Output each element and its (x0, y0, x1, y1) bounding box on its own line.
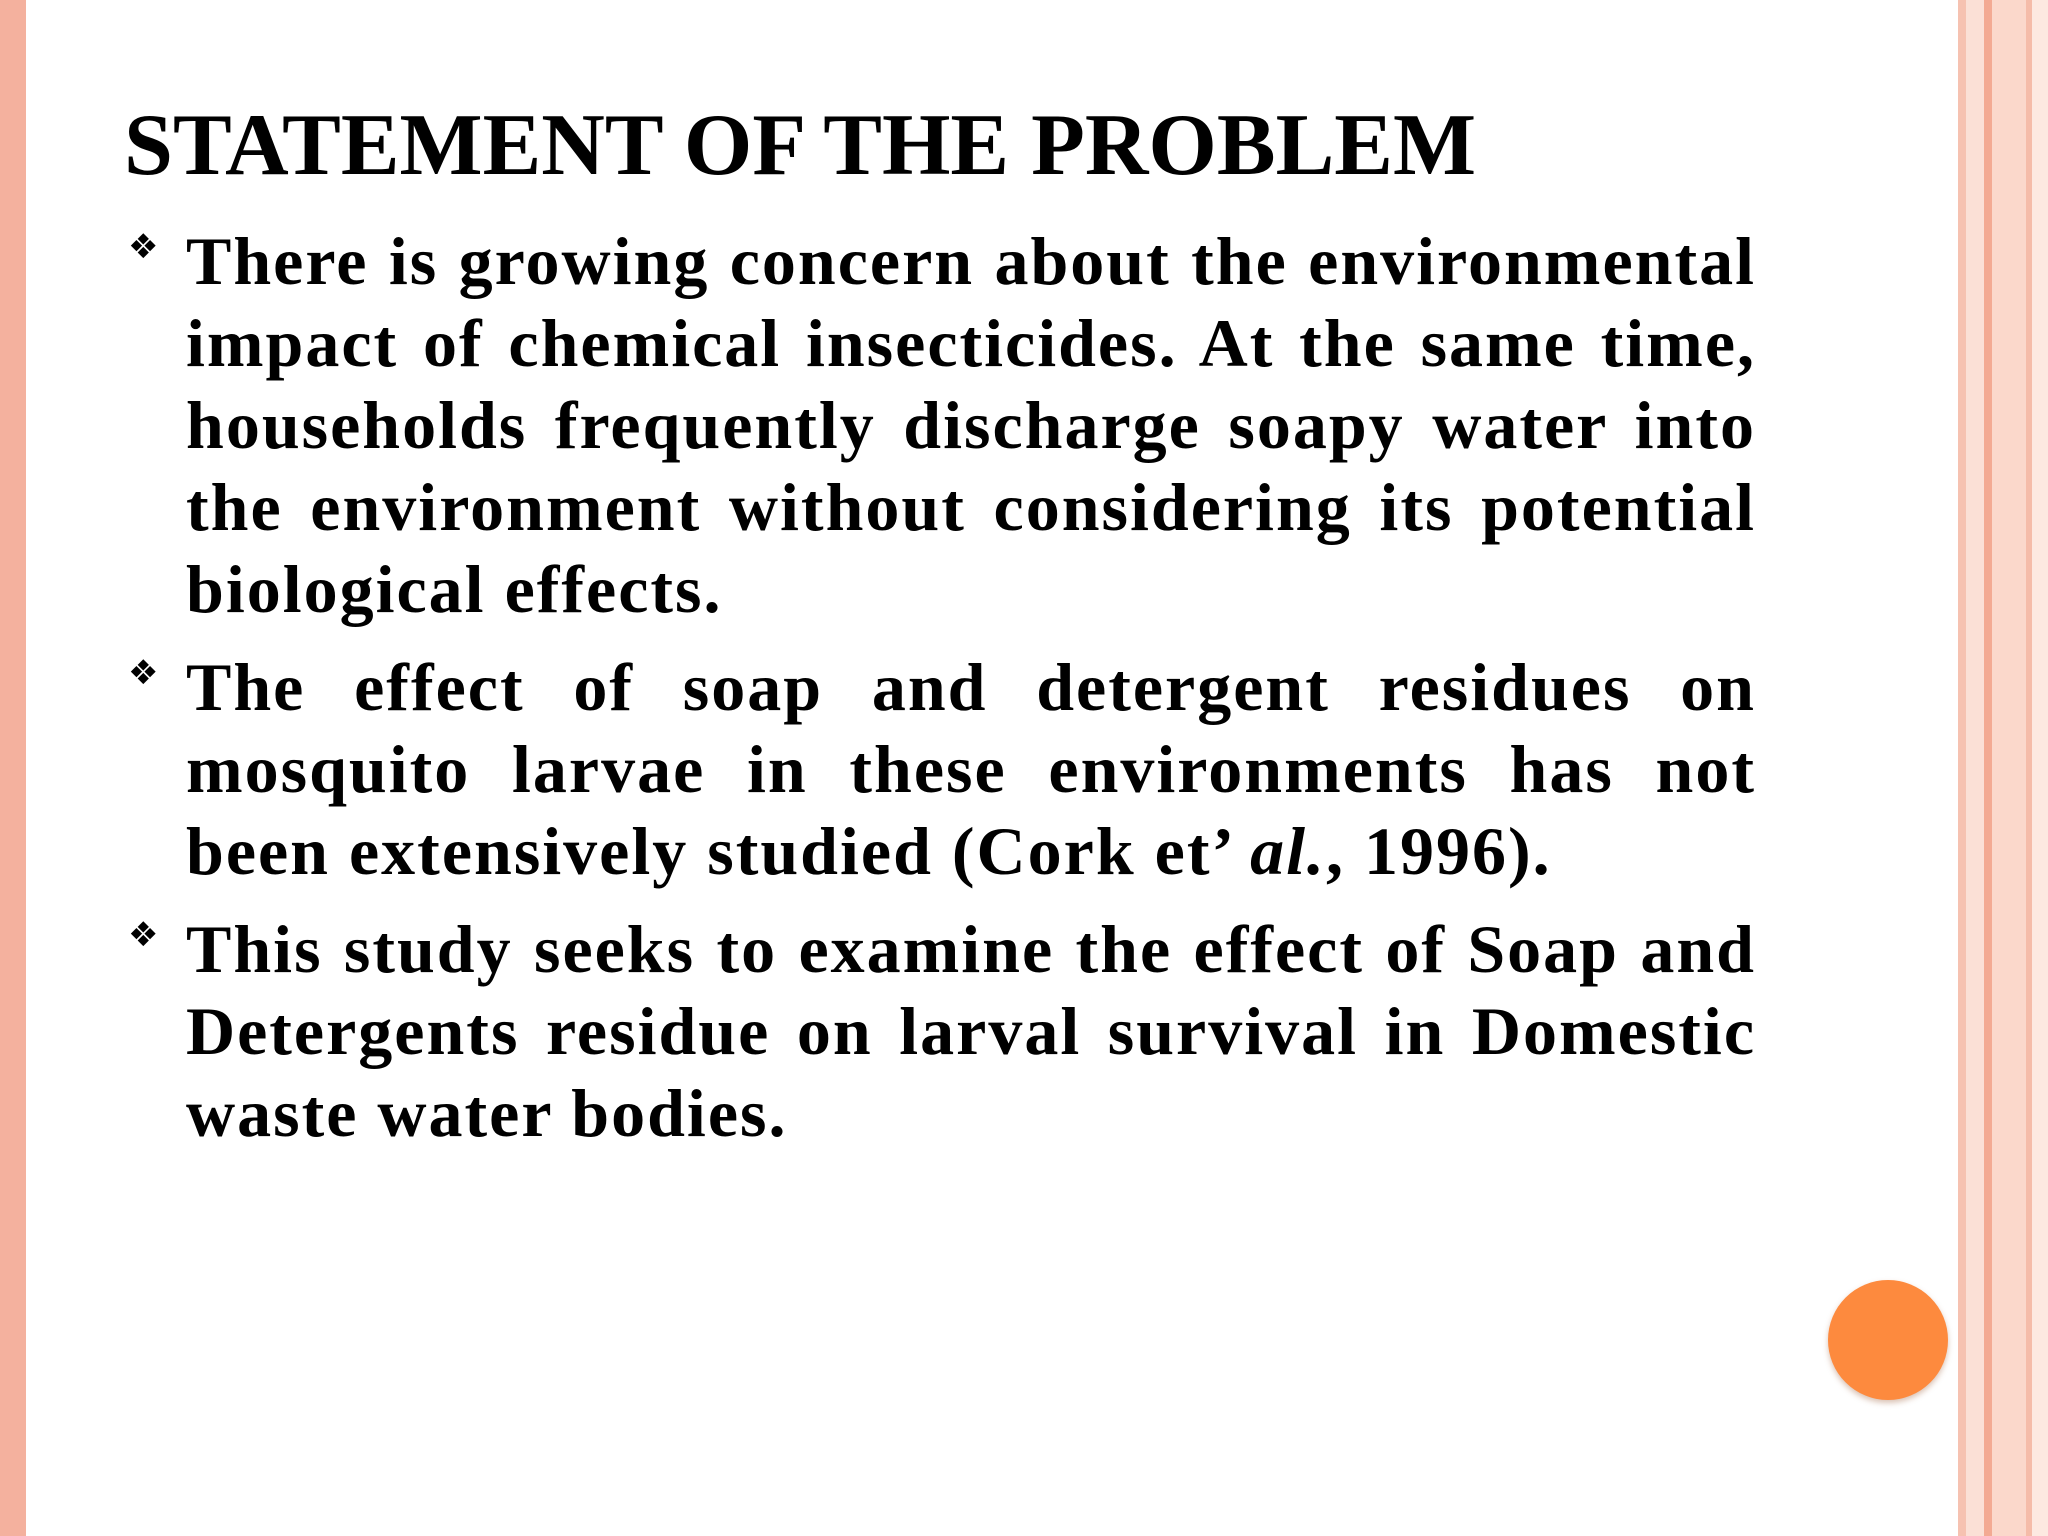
bullet-item (124, 646, 1756, 892)
left-accent-bar (0, 0, 26, 1536)
slide-title: STATEMENT OF THE PROBLEM (124, 97, 1477, 194)
bullet-item (124, 908, 1756, 1154)
bullet-text-part: , 1996). (1325, 813, 1552, 889)
diamond-bullet-icon: ❖ (128, 653, 159, 693)
right-stripe (1992, 0, 2026, 1536)
diamond-bullet-icon: ❖ (128, 227, 159, 267)
orange-circle-decoration (1828, 1280, 1948, 1400)
bullet-text: There is growing concern about the environmental impact of chemical insecticides. At the same time, households frequently discharge soapy water into the environment without considering its potential biological effects. (186, 223, 1756, 627)
right-stripe (2032, 0, 2048, 1536)
citation-italic: al. (1250, 813, 1326, 889)
right-stripe (1966, 0, 1984, 1536)
right-stripe (1958, 0, 1966, 1536)
bullet-text (186, 646, 1756, 892)
diamond-bullet-icon: ❖ (128, 915, 159, 955)
bullet-item (124, 220, 1756, 630)
bullet-text-part: The effect of soap and detergent residues on mosquito larvae in these environments has not been extensively studied (Cork et’ (186, 649, 1756, 889)
bullet-list (124, 220, 1756, 1170)
right-stripe (1984, 0, 1992, 1536)
bullet-text: This study seeks to examine the effect of Soap and Detergents residue on larval survival in Domestic waste water bodies. (186, 911, 1756, 1151)
